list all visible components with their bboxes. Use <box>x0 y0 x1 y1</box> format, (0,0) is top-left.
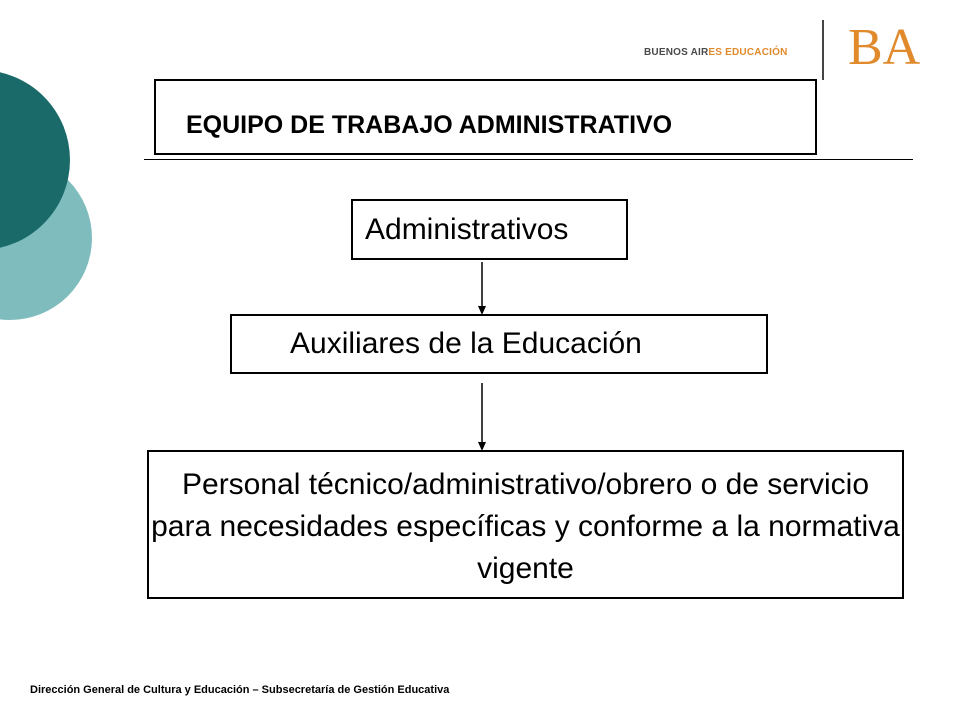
node-personal <box>147 450 904 599</box>
logo-text-main: BUENOS AIR <box>644 47 709 58</box>
node-auxiliares-label: Auxiliares de la Educación <box>290 327 642 360</box>
decorative-circles <box>0 0 100 380</box>
page-title: EQUIPO DE TRABAJO ADMINISTRATIVO <box>186 111 673 139</box>
node-administrativos-label: Administrativos <box>365 213 569 246</box>
arrow-1-to-2 <box>476 262 488 316</box>
arrow-2-to-3 <box>476 383 488 452</box>
title-underline <box>144 159 913 160</box>
logo-text <box>644 47 788 58</box>
ba-logo-mark: BA <box>848 19 921 76</box>
node-auxiliares <box>230 314 768 374</box>
node-administrativos <box>351 199 628 260</box>
node-personal-label: Personal técnico/administrativo/obrero o de servicio para necesidades específicas y conforme a la normativa vigente <box>151 468 900 585</box>
logo-text-accent: ES EDUCACIÓN <box>708 47 788 58</box>
logo-divider <box>822 20 824 80</box>
footer-text: Dirección General de Cultura y Educación – Subsecretaría de Gestión Educativa <box>30 684 450 696</box>
